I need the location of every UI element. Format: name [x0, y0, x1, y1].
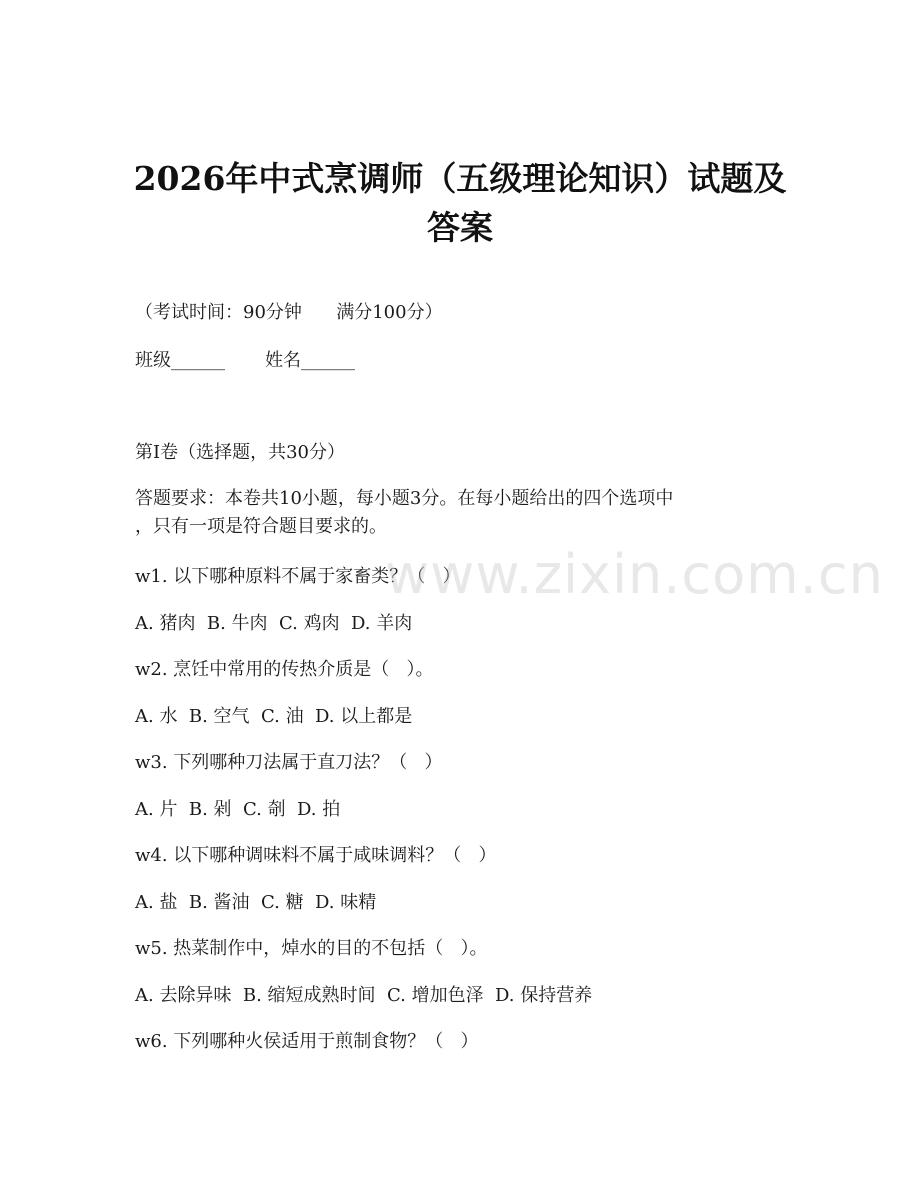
exam-info: （考试时间：90分钟 满分100分） — [135, 302, 443, 323]
document-title-line-2: 答案 — [427, 208, 493, 247]
instructions-line-1: 答题要求：本卷共10小题，每小题3分。在每小题给出的四个选项中 — [135, 488, 674, 509]
class-name-fields: 班级______ 姓名______ — [135, 350, 356, 371]
question-options: A. 盐 B. 酱油 C. 糖 D. 味精 — [135, 892, 377, 913]
question-options: A. 片 B. 剁 C. 剞 D. 拍 — [135, 799, 341, 820]
question-stem: w6. 下列哪种火侯适用于煎制食物？（ ） — [135, 1031, 479, 1052]
question-stem: w3. 下列哪种刀法属于直刀法？（ ） — [135, 752, 443, 773]
watermark: www.zixin.com.cn — [385, 543, 884, 606]
question-options: A. 水 B. 空气 C. 油 D. 以上都是 — [135, 706, 413, 727]
question-stem: w4. 以下哪种调味料不属于咸味调料？（ ） — [135, 845, 497, 866]
section-heading: 第I卷（选择题，共30分） — [135, 442, 346, 463]
question-options: A. 去除异味 B. 缩短成熟时间 C. 增加色泽 D. 保持营养 — [135, 985, 593, 1006]
document-title-line-1: 2026年中式烹调师（五级理论知识）试题及 — [133, 159, 787, 198]
question-stem: w2. 烹饪中常用的传热介质是（ ）。 — [135, 659, 434, 680]
question-stem: w5. 热菜制作中，焯水的目的不包括（ ）。 — [135, 938, 488, 959]
question-options: A. 猪肉 B. 牛肉 C. 鸡肉 D. 羊肉 — [135, 613, 413, 634]
instructions-line-2: ，只有一项是符合题目要求的。 — [135, 516, 387, 537]
question-stem: w1. 以下哪种原料不属于家畜类？（ ） — [135, 566, 461, 587]
